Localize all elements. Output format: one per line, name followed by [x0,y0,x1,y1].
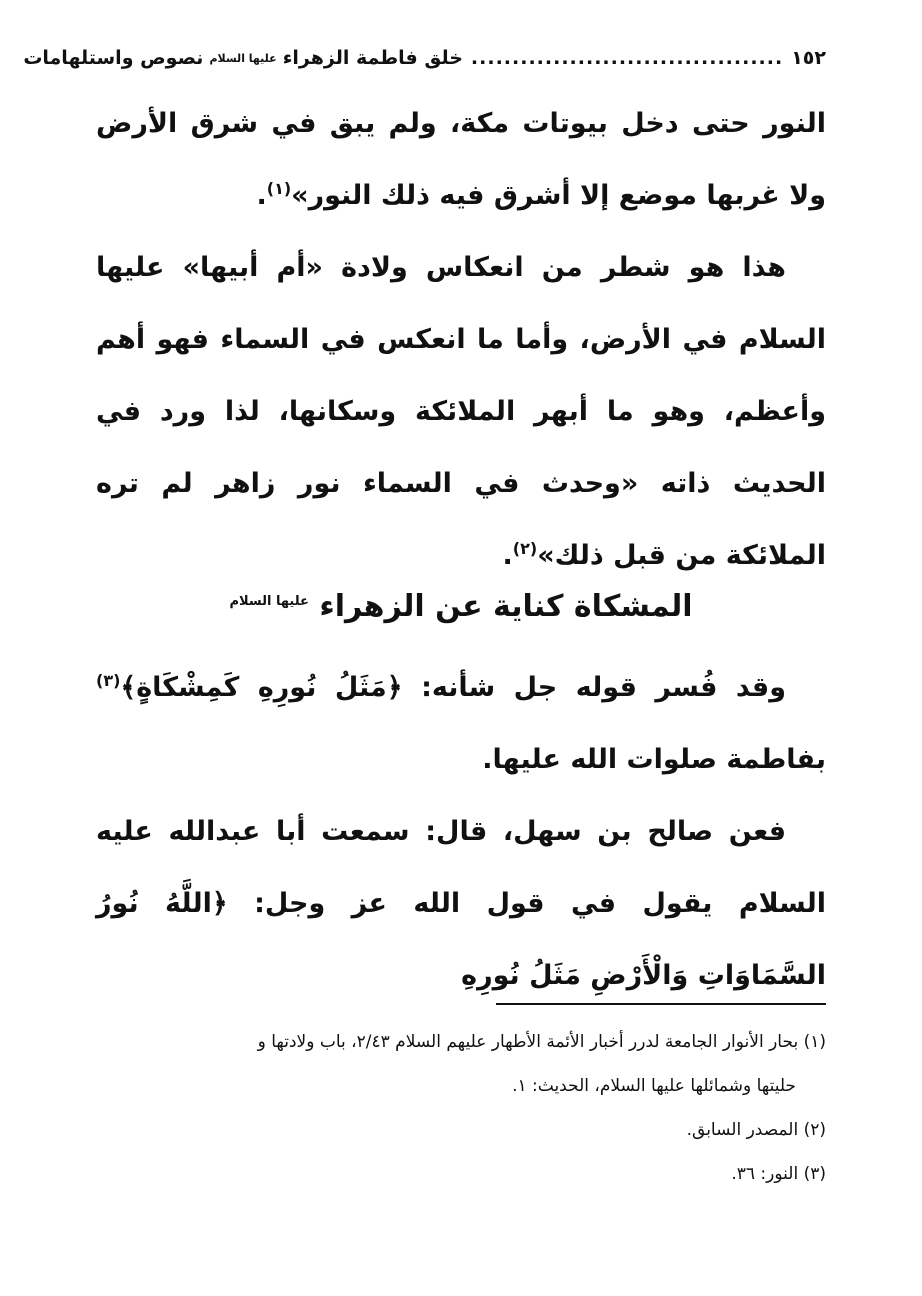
footnote-3: (٣) النور: ٣٦. [731,1164,826,1184]
paragraph-3-end: بفاطمة صلوات الله عليها. [482,744,826,775]
section-heading [96,572,826,637]
header-subtitle: نصوص واستلهامات [23,47,204,69]
paragraph-1 [96,88,826,232]
paragraph-2-text: هذا هو شطر من انعكاس ولادة «أم أبيها» عليها السلام في الأرض، وأما ما انعكس في السماء فهو أهم وأعظم، وهو ما أبهر الملائكة وسكانها، لذا ورد في الحديث ذاته «وحدث في السماء نور زاهر لم تره الملائكة من قبل ذلك» [96,252,826,571]
body-text-top [96,88,826,592]
section-honorific: عليها السلام [229,594,309,609]
paragraph-1-end: . [256,180,267,211]
header-dots: ...................................... [470,47,784,69]
footnote-divider [496,1003,826,1005]
paragraph-2-end: . [502,540,513,571]
header-honorific: عليها السلام [209,51,277,65]
paragraph-4-text: فعن صالح بن سهل، قال: سمعت أبا عبدالله عليه السلام يقول في قول الله عز وجل: ﴿اللَّهُ نُورُ السَّمَاوَاتِ وَالْأَرْضِ مَثَلُ نُورِهِ [96,816,826,991]
running-header [23,38,826,78]
page-number: ١٥٢ [791,47,826,69]
footnote-ref-2: (٢) [512,539,538,558]
footnote-1: (١) بحار الأنوار الجامعة لدرر أخبار الأئمة الأطهار عليهم السلام ٢/٤٣، باب ولادتها و [257,1032,826,1052]
footnote-ref-1: (١) [266,179,292,198]
body-text-bottom [96,652,826,1012]
paragraph-3-text: وقد فُسر قوله جل شأنه: ﴿مَثَلُ نُورِهِ كَمِشْكَاةٍ﴾ [120,672,786,703]
footnotes [96,1020,826,1196]
header-title: خلق فاطمة الزهراء [282,47,463,69]
paragraph-4 [96,796,826,1012]
footnote-1-continued: حليتها وشمائلها عليها السلام، الحديث: ١. [512,1076,796,1096]
paragraph-2 [96,232,826,592]
footnote-2: (٢) المصدر السابق. [686,1120,826,1140]
paragraph-1-text: النور حتى دخل بيوتات مكة، ولم يبق في شرق الأرض ولا غربها موضع إلا أشرق فيه ذلك النور» [96,108,826,211]
footnote-ref-3: (٣) [96,671,121,690]
paragraph-3 [96,652,826,796]
section-heading-text: المشكاة كناية عن الزهراء [319,589,693,624]
